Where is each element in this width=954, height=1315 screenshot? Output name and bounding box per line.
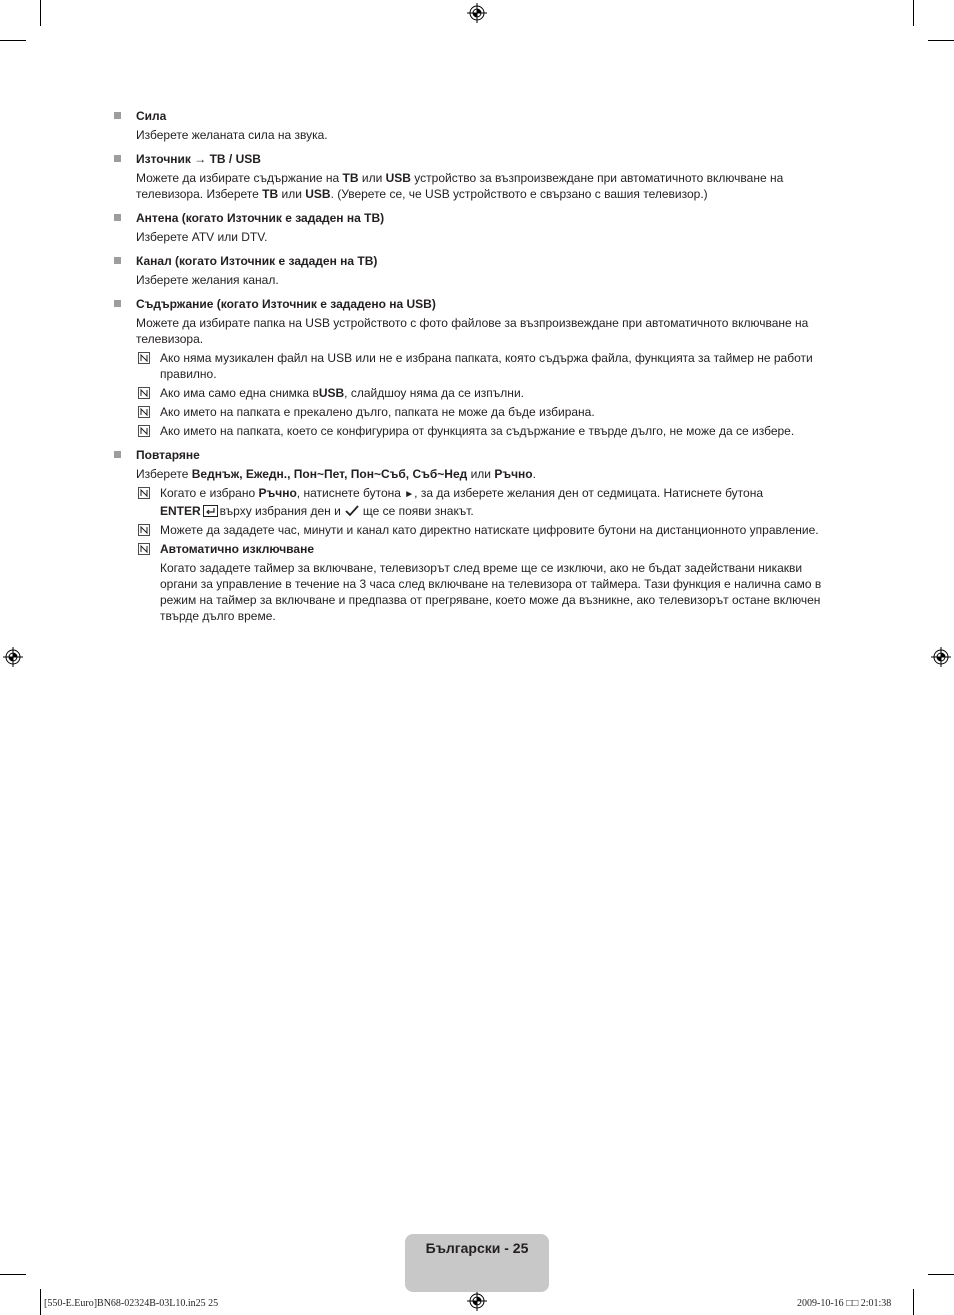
right-arrow-icon: ► bbox=[404, 489, 415, 500]
footer-timestamp: 2009-10-16 □□ 2:01:38 bbox=[797, 1298, 892, 1309]
crop-mark bbox=[0, 40, 26, 41]
section-title: Повтаряне bbox=[136, 448, 200, 462]
note-icon bbox=[138, 352, 150, 364]
note-item: Можете да зададете час, минути и канал като директно натискате цифровите бутони на дистанционното управление. bbox=[136, 522, 836, 538]
crop-mark bbox=[0, 1274, 26, 1275]
section-antenna bbox=[112, 210, 836, 245]
crop-mark bbox=[40, 0, 41, 26]
square-bullet-icon bbox=[114, 155, 121, 162]
crop-mark bbox=[928, 1274, 954, 1275]
registration-mark-icon bbox=[3, 647, 23, 667]
crop-mark bbox=[928, 40, 954, 41]
section-desc: Изберете Веднъж, Ежедн., Пон~Пет, Пон~Съб, Съб~Нед или Ръчно. bbox=[136, 467, 536, 481]
section-title: Сила bbox=[136, 109, 167, 123]
note-item: Ако името на папката, което се конфигурира от функцията за съдържание е твърде дълго, не може да се избере. bbox=[136, 423, 836, 439]
section-title: Източник → ТВ / USB bbox=[136, 152, 261, 166]
section-desc: Изберете желания канал. bbox=[136, 273, 279, 287]
manual-content bbox=[112, 108, 836, 632]
checkmark-icon bbox=[345, 505, 359, 517]
section-desc: Можете да избирате папка на USB устройството с фото файлове за възпроизвеждане при автоматичното включване на телевизора. bbox=[136, 316, 809, 346]
note-item: Ако има само една снимка вUSB, слайдшоу няма да се изпълни. bbox=[136, 385, 836, 401]
section-desc: Изберете ATV или DTV. bbox=[136, 230, 268, 244]
square-bullet-icon bbox=[114, 300, 121, 307]
square-bullet-icon bbox=[114, 112, 121, 119]
note-icon bbox=[138, 487, 150, 499]
section-title: Съдържание (когато Източник е зададено на USB) bbox=[136, 297, 436, 311]
note-icon bbox=[138, 425, 150, 437]
crop-mark bbox=[40, 1289, 41, 1315]
square-bullet-icon bbox=[114, 451, 121, 458]
note-icon bbox=[138, 406, 150, 418]
square-bullet-icon bbox=[114, 257, 121, 264]
registration-mark-icon bbox=[467, 1291, 487, 1311]
registration-mark-icon bbox=[931, 647, 951, 667]
enter-icon bbox=[203, 505, 218, 517]
section-desc: Можете да избирате съдържание на ТВ или USB устройство за възпроизвеждане при автоматичното включване на телевизора. Изберете ТВ или USB. (Уверете се, че USB устройството е свързано с вашия телевизор.) bbox=[136, 171, 784, 201]
section-content bbox=[112, 296, 836, 439]
section-repeat bbox=[112, 447, 836, 624]
note-item: Когато е избрано Ръчно, натиснете бутона ►, за да изберете желания ден от седмицата. Натиснете бутона ENTER върху избрания ден и ще се появи знакът. bbox=[136, 485, 836, 519]
section-title: Канал (когато Източник е зададен на ТВ) bbox=[136, 254, 378, 268]
square-bullet-icon bbox=[114, 214, 121, 221]
note-icon bbox=[138, 387, 150, 399]
footer-file-info: [550-E.Euro]BN68-02324B-03L10.in25 25 bbox=[44, 1298, 219, 1309]
note-item: Ако името на папката е прекалено дълго, папката не може да бъде избирана. bbox=[136, 404, 836, 420]
page-number-badge bbox=[405, 1234, 549, 1292]
crop-mark bbox=[913, 1289, 914, 1315]
section-source bbox=[112, 151, 836, 202]
registration-mark-icon bbox=[467, 3, 487, 23]
note-icon bbox=[138, 543, 150, 555]
note-icon bbox=[138, 524, 150, 536]
page-label: Български - 25 bbox=[425, 1240, 529, 1256]
crop-mark bbox=[913, 0, 914, 26]
section-channel bbox=[112, 253, 836, 288]
note-item: Ако няма музикален файл на USB или не е избрана папката, която съдържа файла, функцията за таймер не работи правилно. bbox=[136, 350, 836, 382]
section-title: Антена (когато Източник е зададен на ТВ) bbox=[136, 211, 385, 225]
note-item: Автоматично изключване Когато зададете таймер за включване, телевизорът след време ще се изключи, ако не бъдат задействани никакви органи за управление в течение на 3 часа след включване на телевизора от таймера. Тази функция е налична само в режим на таймер за включване и предпазва от прегряване, което може да възникне, ако телевизорът остане включен твърде дълго време. bbox=[136, 541, 836, 624]
section-sila bbox=[112, 108, 836, 143]
section-desc: Изберете желаната сила на звука. bbox=[136, 128, 328, 142]
